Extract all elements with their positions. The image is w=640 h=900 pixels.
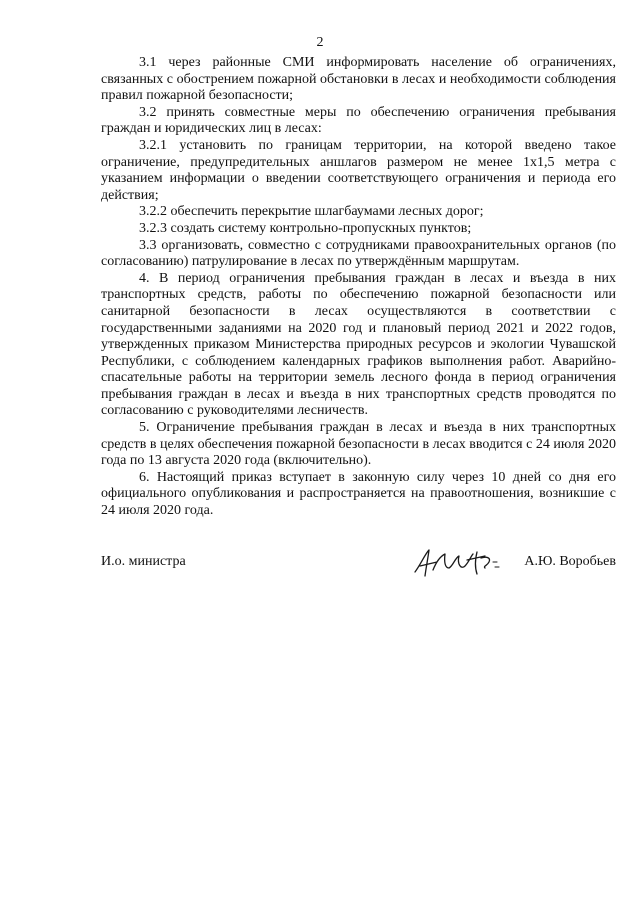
paragraph-6: 6. Настоящий приказ вступает в законную силу через 10 дней со дня его официального опубликования и распространяется на правоотношения, возникшие с 24 июля 2020 года. bbox=[101, 469, 616, 519]
paragraph-3-3: 3.3 организовать, совместно с сотрудниками правоохранительных органов (по согласованию) патрулирование в лесах по утверждённым маршрутам. bbox=[101, 237, 616, 270]
signature-block bbox=[101, 546, 616, 580]
paragraph-3-2-1: 3.2.1 установить по границам территории, на которой введено такое ограничение, предупредительных аншлагов размером не менее 1х1,5 метра с указанием информации о введении соответствующего ограничения и периода его действия; bbox=[101, 137, 616, 203]
signatory-title: И.о. министра bbox=[101, 554, 186, 569]
paragraph-3-2-3: 3.2.3 создать систему контрольно-пропускных пунктов; bbox=[139, 220, 472, 236]
paragraph-3-2-2: 3.2.2 обеспечить перекрытие шлагбаумами лесных дорог; bbox=[139, 204, 484, 220]
paragraph-3-1: 3.1 через районные СМИ информировать население об ограничениях, связанных с обострением пожарной обстановки в лесах и необходимости соблюдения правил пожарной безопасности; bbox=[101, 55, 616, 104]
paragraph-3-2: 3.2 принять совместные меры по обеспечению ограничения пребывания граждан и юридических лиц в лесах: bbox=[101, 104, 616, 137]
signatory-name: А.Ю. Воробьев bbox=[524, 554, 616, 569]
paragraph-4: 4. В период ограничения пребывания граждан в лесах и въезда в них транспортных средств, работы по обеспечению пожарной безопасности или санитарной безопасности в лесах осуществляются в соответствии с государственными заданиями на 2020 год и плановый период 2021 и 2022 годов, утвержденных приказом Министерства природных ресурсов и экологии Чувашской Республики, с соблюдением календарных графиков выполнения работ. Аварийно-спасательные работы на территории земель лесного фонда в период ограничения пребывания граждан в лесах и въезда в них транспортных средств проводятся по согласованию с руководителями лесничеств. bbox=[101, 270, 616, 419]
document-body bbox=[101, 55, 616, 520]
paragraph-5: 5. Ограничение пребывания граждан в лесах и въезда в них транспортных средств в целях обеспечения пожарной безопасности в лесах вводится с 24 июля 2020 года по 13 августа 2020 года (включительно). bbox=[101, 420, 616, 469]
page-number: 2 bbox=[316, 35, 324, 50]
handwritten-signature bbox=[411, 546, 507, 580]
